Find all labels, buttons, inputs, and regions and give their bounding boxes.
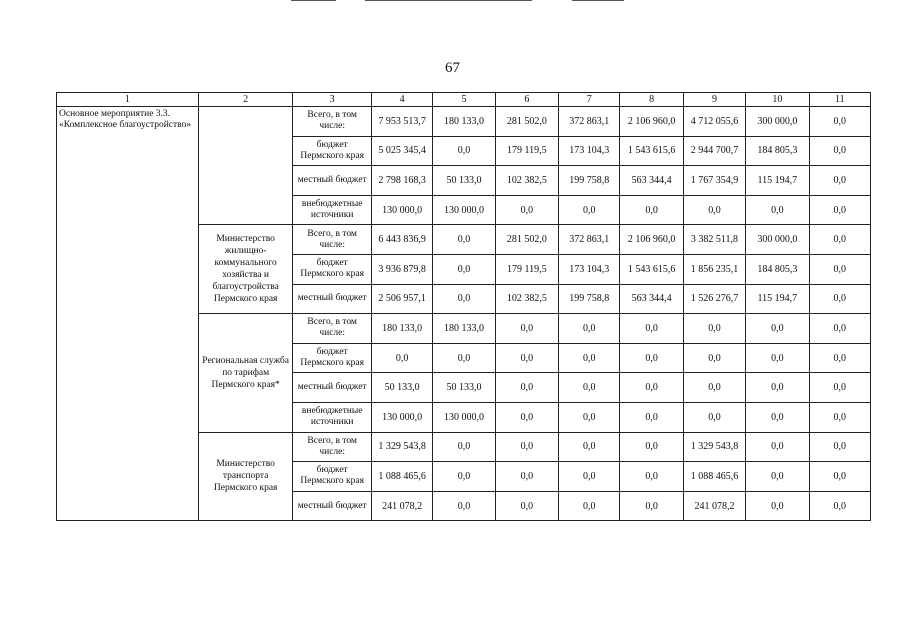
funding-source: Всего, в том числе: xyxy=(293,107,371,137)
amount-cell: 115 194,7 xyxy=(746,284,809,314)
amount-cell: 0,0 xyxy=(683,314,745,344)
amount-cell: 0,0 xyxy=(620,314,683,344)
amount-cell: 0,0 xyxy=(495,432,558,462)
amount-cell: 281 502,0 xyxy=(495,107,558,137)
amount-cell: 0,0 xyxy=(746,432,809,462)
amount-cell: 1 767 354,9 xyxy=(683,166,745,196)
amount-cell: 0,0 xyxy=(433,462,495,492)
amount-cell: 130 000,0 xyxy=(371,402,432,432)
amount-cell: 50 133,0 xyxy=(433,373,495,403)
amount-cell: 0,0 xyxy=(433,491,495,521)
amount-cell: 372 863,1 xyxy=(559,107,620,137)
executor-name: Региональная служба по тарифам Пермского края* xyxy=(198,314,293,432)
amount-cell: 0,0 xyxy=(809,462,870,492)
page-number: 67 xyxy=(445,60,460,76)
amount-cell: 300 000,0 xyxy=(746,107,809,137)
amount-cell: 0,0 xyxy=(433,343,495,373)
amount-cell: 184 805,3 xyxy=(746,254,809,284)
amount-cell: 180 133,0 xyxy=(371,314,432,344)
amount-cell: 0,0 xyxy=(746,462,809,492)
amount-cell: 1 526 276,7 xyxy=(683,284,745,314)
amount-cell: 0,0 xyxy=(683,343,745,373)
funding-source: Всего, в том числе: xyxy=(293,225,371,255)
column-number: 3 xyxy=(293,93,371,107)
amount-cell: 180 133,0 xyxy=(433,107,495,137)
amount-cell: 2 106 960,0 xyxy=(620,225,683,255)
budget-table xyxy=(56,92,871,521)
amount-cell: 1 856 235,1 xyxy=(683,254,745,284)
amount-cell: 0,0 xyxy=(371,343,432,373)
amount-cell: 0,0 xyxy=(683,402,745,432)
amount-cell: 7 953 513,7 xyxy=(371,107,432,137)
amount-cell: 563 344,4 xyxy=(620,284,683,314)
amount-cell: 0,0 xyxy=(433,284,495,314)
amount-cell: 0,0 xyxy=(809,314,870,344)
amount-cell: 0,0 xyxy=(809,166,870,196)
amount-cell: 0,0 xyxy=(559,432,620,462)
amount-cell: 102 382,5 xyxy=(495,284,558,314)
amount-cell: 3 936 879,8 xyxy=(371,254,432,284)
funding-source: местный бюджет xyxy=(293,284,371,314)
amount-cell: 0,0 xyxy=(809,284,870,314)
amount-cell: 0,0 xyxy=(620,402,683,432)
amount-cell: 0,0 xyxy=(809,195,870,225)
amount-cell: 1 329 543,8 xyxy=(683,432,745,462)
activity-name: Основное мероприятие 3.3. «Комплексное благоустройство» xyxy=(57,107,199,521)
top-rule-left xyxy=(291,0,336,1)
amount-cell: 563 344,4 xyxy=(620,166,683,196)
funding-source: бюджет Пермского края xyxy=(293,462,371,492)
funding-source: бюджет Пермского края xyxy=(293,136,371,166)
executor-name: Министерство транспорта Пермского края xyxy=(198,432,293,521)
amount-cell: 0,0 xyxy=(683,373,745,403)
top-rule-right xyxy=(572,0,624,1)
funding-source: местный бюджет xyxy=(293,166,371,196)
amount-cell: 0,0 xyxy=(495,195,558,225)
funding-source: бюджет Пермского края xyxy=(293,343,371,373)
amount-cell: 0,0 xyxy=(620,195,683,225)
amount-cell: 241 078,2 xyxy=(371,491,432,521)
amount-cell: 0,0 xyxy=(746,402,809,432)
column-number: 2 xyxy=(198,93,293,107)
amount-cell: 3 382 511,8 xyxy=(683,225,745,255)
amount-cell: 5 025 345,4 xyxy=(371,136,432,166)
amount-cell: 0,0 xyxy=(683,195,745,225)
column-number: 5 xyxy=(433,93,495,107)
amount-cell: 130 000,0 xyxy=(433,195,495,225)
amount-cell: 0,0 xyxy=(809,343,870,373)
amount-cell: 0,0 xyxy=(559,195,620,225)
column-number-row xyxy=(57,93,871,107)
amount-cell: 1 543 615,6 xyxy=(620,254,683,284)
column-number: 4 xyxy=(371,93,432,107)
amount-cell: 1 329 543,8 xyxy=(371,432,432,462)
column-number: 7 xyxy=(559,93,620,107)
amount-cell: 2 798 168,3 xyxy=(371,166,432,196)
amount-cell: 0,0 xyxy=(495,462,558,492)
amount-cell: 130 000,0 xyxy=(371,195,432,225)
amount-cell: 2 106 960,0 xyxy=(620,107,683,137)
amount-cell: 0,0 xyxy=(746,314,809,344)
column-number: 1 xyxy=(57,93,199,107)
amount-cell: 0,0 xyxy=(495,402,558,432)
amount-cell: 0,0 xyxy=(809,107,870,137)
column-number: 9 xyxy=(683,93,745,107)
column-number: 10 xyxy=(746,93,809,107)
amount-cell: 0,0 xyxy=(620,343,683,373)
amount-cell: 0,0 xyxy=(809,373,870,403)
amount-cell: 372 863,1 xyxy=(559,225,620,255)
amount-cell: 1 088 465,6 xyxy=(683,462,745,492)
amount-cell: 0,0 xyxy=(559,491,620,521)
amount-cell: 0,0 xyxy=(495,373,558,403)
amount-cell: 0,0 xyxy=(746,373,809,403)
amount-cell: 184 805,3 xyxy=(746,136,809,166)
funding-source: местный бюджет xyxy=(293,373,371,403)
amount-cell: 0,0 xyxy=(433,432,495,462)
amount-cell: 180 133,0 xyxy=(433,314,495,344)
amount-cell: 4 712 055,6 xyxy=(683,107,745,137)
amount-cell: 0,0 xyxy=(559,343,620,373)
amount-cell: 0,0 xyxy=(620,491,683,521)
amount-cell: 1 088 465,6 xyxy=(371,462,432,492)
amount-cell: 0,0 xyxy=(559,314,620,344)
amount-cell: 1 543 615,6 xyxy=(620,136,683,166)
amount-cell: 2 506 957,1 xyxy=(371,284,432,314)
amount-cell: 0,0 xyxy=(809,402,870,432)
amount-cell: 281 502,0 xyxy=(495,225,558,255)
amount-cell: 6 443 836,9 xyxy=(371,225,432,255)
amount-cell: 0,0 xyxy=(620,432,683,462)
amount-cell: 173 104,3 xyxy=(559,254,620,284)
amount-cell: 199 758,8 xyxy=(559,166,620,196)
amount-cell: 300 000,0 xyxy=(746,225,809,255)
funding-source: внебюджетные источники xyxy=(293,195,371,225)
amount-cell: 0,0 xyxy=(559,402,620,432)
amount-cell: 0,0 xyxy=(746,491,809,521)
amount-cell: 173 104,3 xyxy=(559,136,620,166)
amount-cell: 0,0 xyxy=(495,491,558,521)
amount-cell: 0,0 xyxy=(559,373,620,403)
amount-cell: 0,0 xyxy=(746,195,809,225)
amount-cell: 2 944 700,7 xyxy=(683,136,745,166)
funding-source: бюджет Пермского края xyxy=(293,254,371,284)
amount-cell: 0,0 xyxy=(559,462,620,492)
funding-source: Всего, в том числе: xyxy=(293,314,371,344)
executor-name xyxy=(198,107,293,225)
amount-cell: 241 078,2 xyxy=(683,491,745,521)
amount-cell: 0,0 xyxy=(433,136,495,166)
amount-cell: 102 382,5 xyxy=(495,166,558,196)
amount-cell: 179 119,5 xyxy=(495,254,558,284)
amount-cell: 0,0 xyxy=(620,373,683,403)
amount-cell: 0,0 xyxy=(620,462,683,492)
funding-source: внебюджетные источники xyxy=(293,402,371,432)
amount-cell: 199 758,8 xyxy=(559,284,620,314)
amount-cell: 0,0 xyxy=(809,432,870,462)
amount-cell: 50 133,0 xyxy=(371,373,432,403)
amount-cell: 0,0 xyxy=(746,343,809,373)
amount-cell: 0,0 xyxy=(809,491,870,521)
table-row xyxy=(57,107,871,137)
top-rule-middle xyxy=(365,0,532,1)
amount-cell: 0,0 xyxy=(433,254,495,284)
amount-cell: 0,0 xyxy=(433,225,495,255)
amount-cell: 50 133,0 xyxy=(433,166,495,196)
amount-cell: 0,0 xyxy=(809,136,870,166)
amount-cell: 0,0 xyxy=(809,225,870,255)
amount-cell: 115 194,7 xyxy=(746,166,809,196)
amount-cell: 0,0 xyxy=(809,254,870,284)
amount-cell: 130 000,0 xyxy=(433,402,495,432)
amount-cell: 0,0 xyxy=(495,314,558,344)
column-number: 11 xyxy=(809,93,870,107)
amount-cell: 0,0 xyxy=(495,343,558,373)
column-number: 6 xyxy=(495,93,558,107)
amount-cell: 179 119,5 xyxy=(495,136,558,166)
funding-source: местный бюджет xyxy=(293,491,371,521)
column-number: 8 xyxy=(620,93,683,107)
funding-source: Всего, в том числе: xyxy=(293,432,371,462)
executor-name: Министерство жилищно-коммунального хозяйства и благоустройства Пермского края xyxy=(198,225,293,314)
